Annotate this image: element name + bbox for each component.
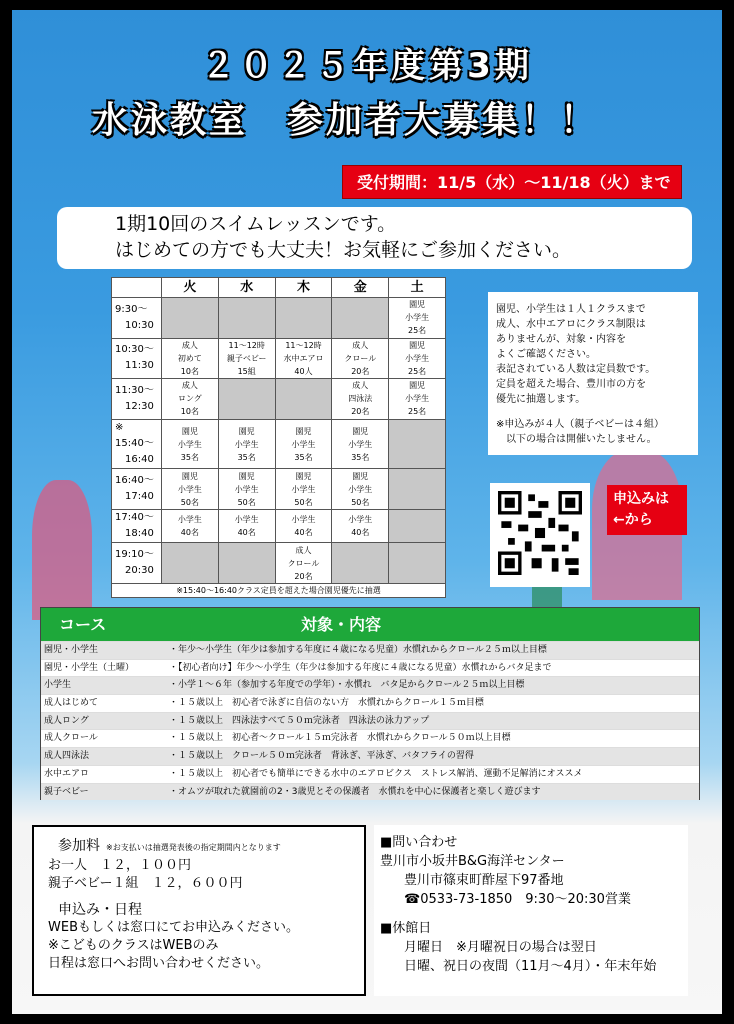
schedule-cell: 小学生 40名 xyxy=(162,509,219,542)
contact-heading: ■問い合わせ xyxy=(380,835,458,850)
course-row xyxy=(41,729,699,747)
schedule-cell: 園児 小学生 35名 xyxy=(275,419,332,469)
poster xyxy=(12,10,722,1014)
course-row xyxy=(41,676,699,694)
course-row xyxy=(41,659,699,677)
course-description: ・小学１〜６年（参加する年度での学年）・水慣れ バタ足からクロール２５ｍ以上目標 xyxy=(169,680,525,691)
course-row xyxy=(41,765,699,783)
course-description: ・１５歳以上 初心者で泳ぎに自信のない方 水慣れからクロール１５ｍ目標 xyxy=(169,698,484,709)
schedule-cell: 小学生 40名 xyxy=(218,509,275,542)
contact-box xyxy=(374,825,688,996)
schedule-cell: 園児 小学生 50名 xyxy=(218,469,275,510)
apply-heading: 申込み・日程 xyxy=(58,902,142,918)
fee-line2: 親子ベビー１組 １２，６００円 xyxy=(48,876,243,891)
schedule-cell: 11〜12時 水中エアロ 40人 xyxy=(275,338,332,379)
schedule-cell xyxy=(162,543,219,584)
day-wed: 水 xyxy=(218,278,275,298)
schedule-row xyxy=(112,298,446,339)
coral-decoration xyxy=(32,480,92,620)
apply-line3: 日程は窓口へお問い合わせください。 xyxy=(48,956,270,971)
course-description: ・１５歳以上 クロール５０ｍ完泳者 背泳ぎ、平泳ぎ、バタフライの習得 xyxy=(169,751,474,762)
schedule-cell xyxy=(218,298,275,339)
schedule-time: 16:40〜 17:40 xyxy=(112,469,162,510)
schedule-cell: 園児 小学生 25名 xyxy=(389,379,446,420)
day-tue: 火 xyxy=(162,278,219,298)
schedule-cell: 園児 小学生 50名 xyxy=(275,469,332,510)
fee-box xyxy=(32,825,366,996)
rules-text: 園児、小学生は１人１クラスまで 成人、水中エアロにクラス制限は ありませんが、対象・内容を よくご確認ください。 表記されている人数は定員数です。 定員を超えた場合、豊川市の方を 優先に抽選します。 xyxy=(496,304,656,405)
qr-code[interactable] xyxy=(490,483,590,587)
course-name: 小学生 xyxy=(44,680,72,691)
schedule-cell: 園児 小学生 50名 xyxy=(332,469,389,510)
schedule-cell xyxy=(218,543,275,584)
schedule-cell: 成人 クロール 20名 xyxy=(275,543,332,584)
title-line2: 水泳教室 参加者大募集！！ xyxy=(92,100,600,141)
fee-line1: お一人 １２，１００円 xyxy=(48,858,192,873)
course-description: ・【初心者向け】年少〜小学生（年少は参加する年度に４歳になる児童）水慣れからバタ足まで xyxy=(169,662,552,673)
schedule-cell: 園児 小学生 35名 xyxy=(162,419,219,469)
course-row xyxy=(41,641,699,659)
course-description: ・１５歳以上 四泳法すべて５０ｍ完泳者 四泳法の泳力アップ xyxy=(169,715,430,726)
schedule-cell: 小学生 40名 xyxy=(275,509,332,542)
schedule-cell: 園児 小学生 25名 xyxy=(389,338,446,379)
schedule-table xyxy=(111,277,446,598)
course-table-header xyxy=(41,608,699,641)
schedule-note: ※15:40〜16:40クラス定員を超えた場合園児優先に抽選 xyxy=(112,584,446,598)
course-description: ・年少〜小学生（年少は参加する年度に４歳になる児童）水慣れからクロール２５ｍ以上目標 xyxy=(169,645,547,655)
schedule-time: 9:30〜 10:30 xyxy=(112,298,162,339)
course-name: 成人クロール xyxy=(44,733,98,744)
schedule-cell: 園児 小学生 35名 xyxy=(332,419,389,469)
schedule-cell xyxy=(275,379,332,420)
schedule-cell xyxy=(389,509,446,542)
intro-box xyxy=(57,207,692,269)
schedule-cell: 11〜12時 親子ベビー 15組 xyxy=(218,338,275,379)
rules-note: ※申込みが４人（親子ベビーは４組） 以下の場合は開催いたしません。 xyxy=(496,419,664,445)
course-name: 園児・小学生（土曜） xyxy=(44,662,135,673)
qr-code-icon xyxy=(498,491,582,575)
apply-line2: ※こどものクラスはWEBのみ xyxy=(48,938,219,953)
closed-line2: 日曜、祝日の夜間（11月〜4月）・年末年始 xyxy=(404,959,657,974)
course-description: ・１５歳以上 初心者〜クロール１５ｍ完泳者 水慣れからクロール５０ｍ以上目標 xyxy=(169,733,511,744)
title-line1: ２０２５年度第3期 xyxy=(201,46,533,86)
closed-heading: ■休館日 xyxy=(380,921,432,936)
schedule-time: 10:30〜 11:30 xyxy=(112,338,162,379)
content-header: 対象・内容 xyxy=(301,615,382,634)
day-fri: 金 xyxy=(332,278,389,298)
schedule-row xyxy=(112,419,446,469)
schedule-row xyxy=(112,509,446,542)
schedule-cell xyxy=(275,298,332,339)
apply-line1: WEBもしくは窓口にてお申込みください。 xyxy=(48,920,299,935)
schedule-cell: 成人 クロール 20名 xyxy=(332,338,389,379)
schedule-cell: 小学生 40名 xyxy=(332,509,389,542)
schedule-cell: 成人 ロング 10名 xyxy=(162,379,219,420)
schedule-row xyxy=(112,469,446,510)
course-name: 成人ロング xyxy=(44,715,89,726)
course-header: コース xyxy=(59,615,107,634)
course-row xyxy=(41,694,699,712)
course-row xyxy=(41,783,699,801)
schedule-cell: 成人 四泳法 20名 xyxy=(332,379,389,420)
course-description: ・オムツが取れた就園前の2・3歳児とその保護者 水慣れを中心に保護者と楽しく遊びます xyxy=(169,786,541,797)
fee-heading-note: ※お支払いは抽選発表後の指定期間内となります xyxy=(106,843,281,852)
course-name: 水中エアロ xyxy=(44,768,90,779)
course-description: ・１５歳以上 初心者でも簡単にできる水中のエアロビクス ストレス解消、運動不足解消にオススメ xyxy=(169,768,583,779)
schedule-cell xyxy=(389,419,446,469)
contact-phone: ☎0533-73-1850 9:30〜20:30営業 xyxy=(404,892,631,907)
schedule-cell xyxy=(332,298,389,339)
schedule-cell: 園児 小学生 35名 xyxy=(218,419,275,469)
course-table xyxy=(40,607,700,800)
schedule-cell xyxy=(389,543,446,584)
course-name: 成人はじめて xyxy=(44,698,99,709)
schedule-time: 19:10〜 20:30 xyxy=(112,543,162,584)
day-sat: 土 xyxy=(389,278,446,298)
course-name: 成人四泳法 xyxy=(44,751,90,762)
intro-line1: 1期10回のスイムレッスンです。 xyxy=(115,213,397,235)
closed-line1: 月曜日 ※月曜祝日の場合は翌日 xyxy=(404,940,597,955)
course-name: 親子ベビー xyxy=(44,786,89,797)
schedule-cell xyxy=(332,543,389,584)
schedule-cell: 園児 小学生 25名 xyxy=(389,298,446,339)
schedule-cell: 園児 小学生 50名 xyxy=(162,469,219,510)
contact-address: 豊川市篠束町酢屋下97番地 xyxy=(404,873,564,888)
schedule-cell xyxy=(162,298,219,339)
intro-line2: はじめての方でも大丈夫！お気軽にご参加ください。 xyxy=(115,239,572,261)
schedule-cell xyxy=(389,469,446,510)
course-name: 園児・小学生 xyxy=(44,645,99,655)
fee-heading-row xyxy=(48,837,364,857)
schedule-row xyxy=(112,338,446,379)
schedule-time: ※ 15:40〜 16:40 xyxy=(112,419,162,469)
day-thu: 木 xyxy=(275,278,332,298)
apply-here-label: 申込みは ←から xyxy=(607,485,687,535)
fee-heading: 参加料 xyxy=(58,838,100,854)
schedule-time: 11:30〜 12:30 xyxy=(112,379,162,420)
course-row xyxy=(41,712,699,730)
rules-box xyxy=(488,292,698,455)
schedule-row xyxy=(112,379,446,420)
schedule-row xyxy=(112,543,446,584)
schedule-cell: 成人 初めて 10名 xyxy=(162,338,219,379)
schedule-corner xyxy=(112,278,162,298)
application-period: 受付期間：11/5（水）〜11/18（火）まで xyxy=(342,165,682,199)
schedule-cell xyxy=(218,379,275,420)
schedule-time: 17:40〜 18:40 xyxy=(112,509,162,542)
contact-name: 豊川市小坂井B&G海洋センター xyxy=(380,854,565,869)
schedule-note-row xyxy=(112,584,446,598)
course-row xyxy=(41,747,699,765)
